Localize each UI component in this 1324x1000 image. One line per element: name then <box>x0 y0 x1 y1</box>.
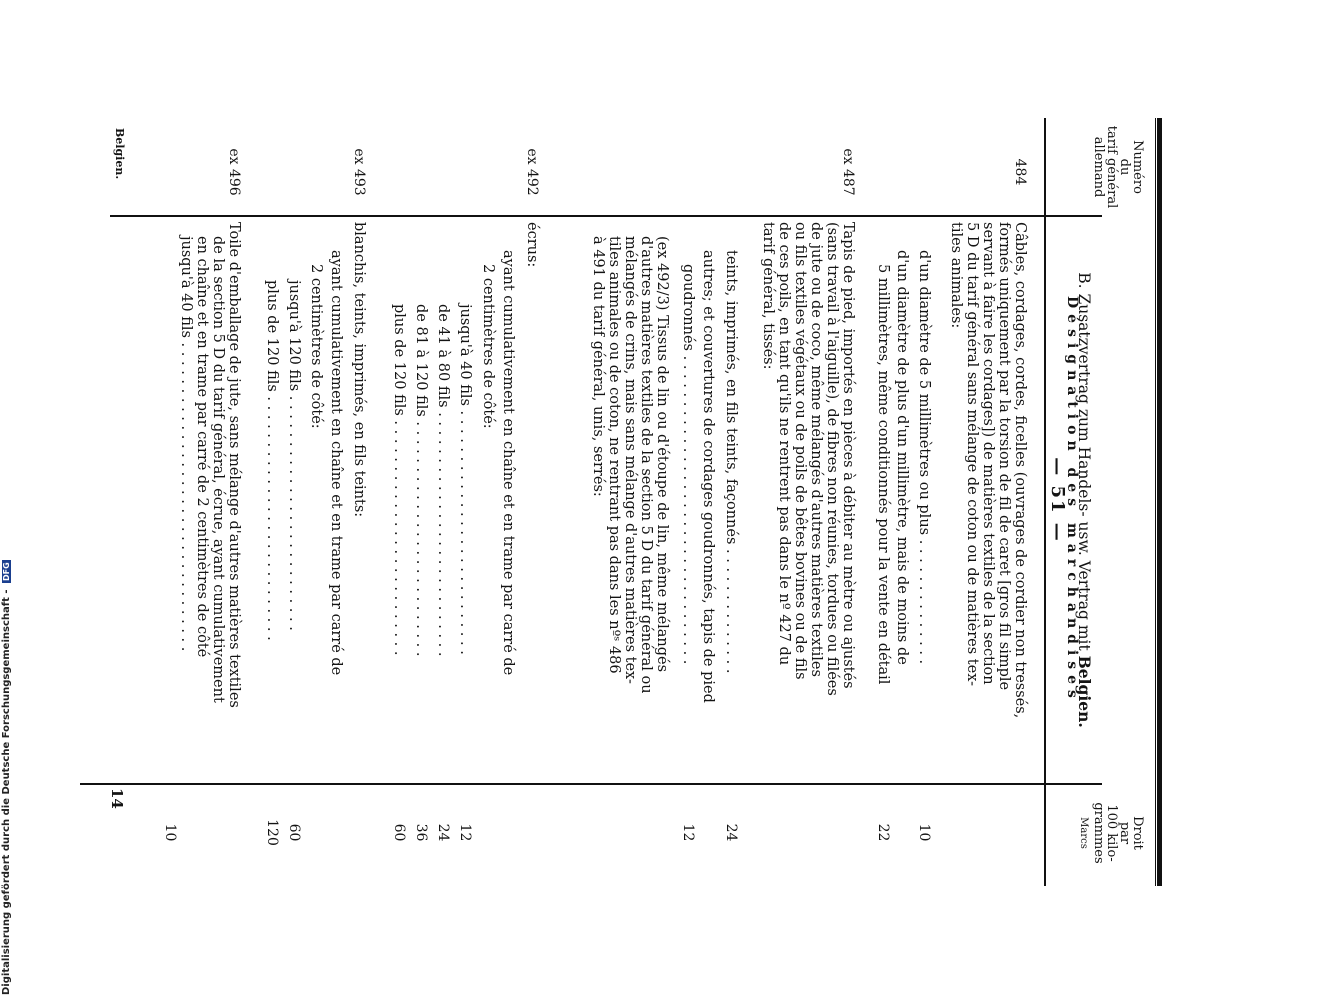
description-line: Tapis de pied, importés en pièces à débiter au mètre ou ajustés <box>840 222 856 689</box>
sheet-number: 14 <box>108 788 126 809</box>
row-487-sub1: teints, imprimés, en fils teints, façonnés . . . . . . . . . . . . . . <box>723 250 739 674</box>
description-line: de ces poils, en tant qu'ils ne rentrent pas dans le nº 427 du <box>776 222 792 666</box>
row-492-intro <box>590 236 670 694</box>
tariff-number: 484 <box>1012 158 1028 186</box>
header-duty <box>1077 788 1144 878</box>
row-493-line: blanchis, teints, imprimés, en fils teints: <box>351 222 367 518</box>
row-492-item: de 81 à 120 fils . . . . . . . . . . . . . . . . . . . . . . . . . . <box>413 304 429 657</box>
row-484-sub1: d'un diamètre de 5 millimètres ou plus . . . . . . . . . . . . . . <box>916 250 932 665</box>
row-492-item: plus de 120 fils . . . . . . . . . . . . . . . . . . . . . . . . . . <box>391 304 407 656</box>
description-line: en chaîne et en trame par carré de 2 centimètres de côté <box>194 236 210 658</box>
digitization-credit-text: Digitalisierung gefördert durch die Deutsche Forschungsgemeinschaft - <box>1 589 12 995</box>
table-top-rule <box>1157 118 1162 886</box>
rate-value: 10 <box>916 823 932 842</box>
rate-value: 22 <box>875 823 891 842</box>
rate-value: 12 <box>457 823 473 842</box>
header-number <box>1092 122 1144 212</box>
row-487-sub2b: goudronnés . . . . . . . . . . . . . . . . . . . . . . . . . . . . . . . . . . <box>680 264 696 665</box>
description-line: mélangés de crins, mais sans mélange d'autres matières tex- <box>622 236 638 684</box>
row-493-ayant-b: 2 centimètres de côté: <box>308 264 324 429</box>
description-line: ou fils textiles végétaux ou de poils de bêtes bovines ou de fils <box>792 222 808 680</box>
tariff-number: ex 493 <box>351 148 367 196</box>
rate-value: 60 <box>391 823 407 842</box>
tariff-number: ex 492 <box>524 148 540 196</box>
rate-value: 24 <box>435 823 451 842</box>
rate-value: 120 <box>264 819 280 846</box>
tariff-number: ex 487 <box>840 148 856 196</box>
row-492-ayant-b: 2 centimètres de côté: <box>480 264 496 429</box>
digitization-credit <box>1 395 13 995</box>
row-492-item: de 41 à 80 fils . . . . . . . . . . . . . . . . . . . . . . . . . . . <box>435 304 451 657</box>
running-title-prefix: B. Zusatzvertrag zum Handels- usw. Vertrag mit <box>1075 272 1093 651</box>
header-duty-line: grammes <box>1091 802 1106 864</box>
header-number-line: du <box>1117 158 1132 176</box>
header-duty-unit: Marcs <box>1078 817 1089 849</box>
row-493-item: plus de 120 fils . . . . . . . . . . . . . . . . . . . . . . . . . . . <box>264 280 280 641</box>
column-divider-left <box>110 215 1102 217</box>
rate-value: 10 <box>162 823 178 842</box>
row-492-ayant-a: ayant cumulativement en chaîne et en trame par carré de <box>500 250 516 676</box>
header-duty-line: par <box>1117 821 1132 845</box>
table-top-rule-thin <box>1155 118 1156 886</box>
rate-value: 36 <box>413 823 429 842</box>
description-line: jusqu'à 40 fils . . . . . . . . . . . . . . . . . . . . . . . . . . . . . . . . . . <box>178 236 194 652</box>
header-number-line: allemand <box>1091 136 1106 198</box>
dfg-logo: DFG <box>2 562 11 581</box>
rate-value: 60 <box>286 823 302 842</box>
rate-value: 24 <box>723 823 739 842</box>
row-484-sub2a: d'un diamètre de plus d'un millimètre, mais de moins de <box>894 250 910 665</box>
state-label: Belgien. <box>113 128 126 180</box>
description-line: tiles animales ou de coton, ne rentrant pas dans les nºˢ 486 <box>606 236 622 674</box>
row-484-description <box>948 222 1028 718</box>
column-divider-right <box>80 783 1102 785</box>
header-designation: Désignation des marchandises <box>1064 296 1080 704</box>
header-duty-line: 100 kilo- <box>1104 804 1119 862</box>
row-484-sub2b: 5 millimètres, même conditionnés pour la vente en détail <box>875 264 891 685</box>
description-line: 5 D du tarif général sans mélange de coton ou de matières tex- <box>964 222 980 687</box>
header-number-line: tarif général <box>1104 125 1119 209</box>
header-rule <box>1044 118 1046 886</box>
tariff-number: ex 496 <box>226 148 242 196</box>
row-493-ayant-a: ayant cumulativement en chaîne et en trame par carré de <box>328 250 344 676</box>
row-492-item: jusqu'à 40 fils . . . . . . . . . . . . . . . . . . . . . . . . . . . <box>457 304 473 655</box>
description-line: formés uniquement par la torsion de fil de caret [gros fil simple <box>996 222 1012 691</box>
row-493-item: jusqu'à 120 fils . . . . . . . . . . . . . . . . . . . . . . . . . . <box>286 280 302 631</box>
description-line: servant à faire les cordages]) de matières textiles de la section <box>980 222 996 685</box>
rate-value: 12 <box>680 823 696 842</box>
description-line: tarif général, tissés: <box>760 222 776 370</box>
row-487-description <box>760 222 856 696</box>
description-line: Toile d'emballage de jute, sans mélange d'autres matières textiles <box>226 222 242 708</box>
description-line: tiles animales: <box>948 222 964 329</box>
header-number-line: Numéro <box>1130 140 1145 194</box>
row-496-description <box>178 222 242 708</box>
description-line: à 491 du tarif général, unis, serrés: <box>590 236 606 497</box>
page-number: — 51 — <box>1047 457 1068 543</box>
header-duty-line: Droit <box>1130 816 1145 850</box>
description-line: de jute ou de coco, même mélangés d'autres matières textiles <box>808 222 824 677</box>
description-line: de la section 5 D du tarif général, écrue, ayant cumulativement <box>210 236 226 703</box>
description-line: (sans travail à l'aiguille), de fibres non réunies, tordues ou filées <box>824 222 840 696</box>
running-title-country: Belgien. <box>1075 655 1094 728</box>
description-line: d'autres matières textiles de la section 5 D du tarif général ou <box>638 236 654 694</box>
description-line: (ex 492/3) Tissus de lin ou d'étoupe de lin, même mélangés <box>654 236 670 673</box>
description-line: Câbles, cordages, cordes, ficelles (ouvrages de cordier non tressés, <box>1012 222 1028 719</box>
row-492-ecrus: écrus: <box>524 222 540 268</box>
row-487-sub2a: autres; et couvertures de cordages goudronnés, tapis de pied <box>700 250 716 703</box>
